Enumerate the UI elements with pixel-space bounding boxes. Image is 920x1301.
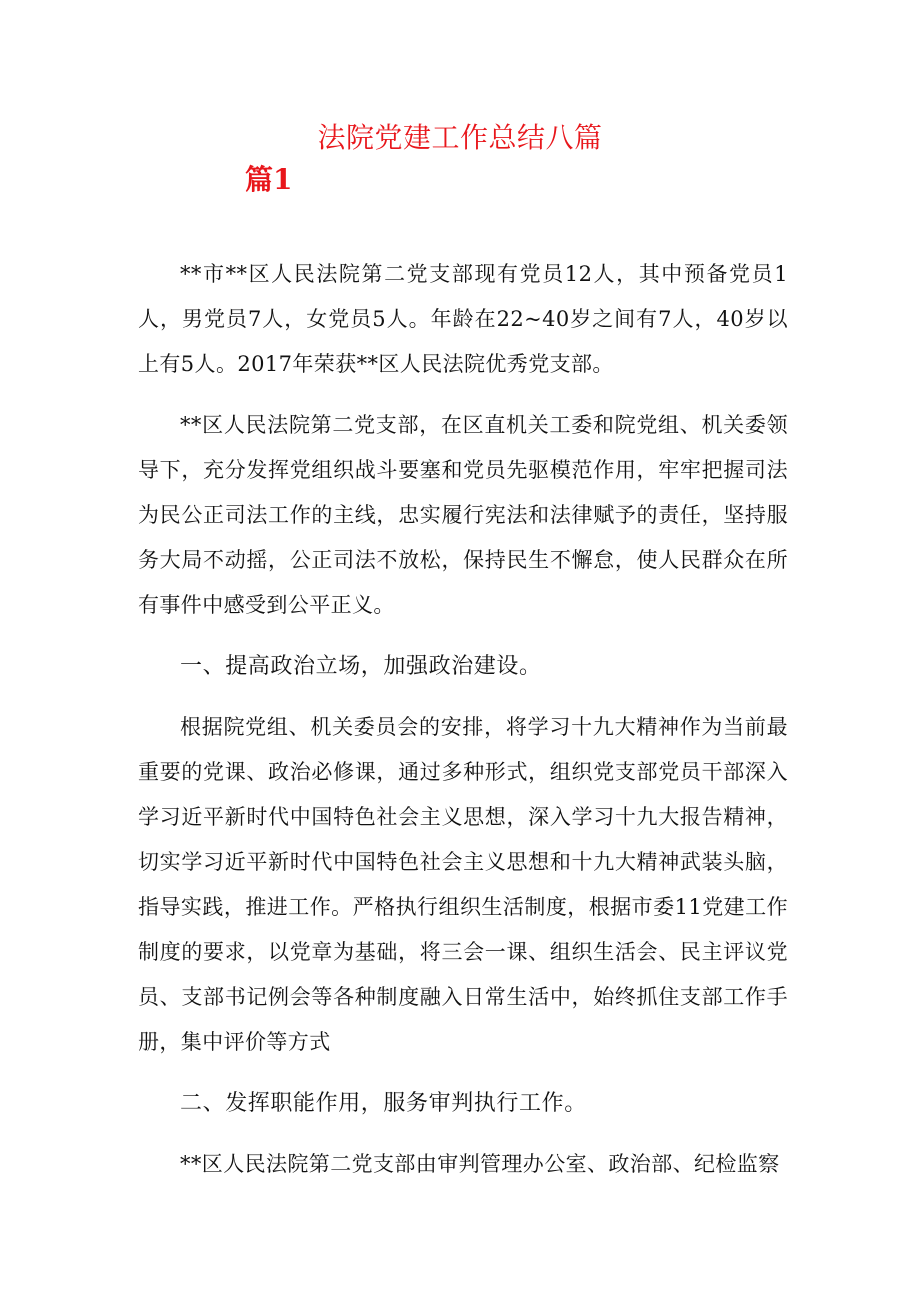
- paragraph: **区人民法院第二党支部由审判管理办公室、政治部、纪检监察: [180, 1152, 780, 1176]
- paragraph: 根据院党组、机关委员会的安排，将学习十九大精神作为当前最重要的党课、政治必修课，通过多种形式，组织党支部党员干部深入学习近平新时代中国特色社会主义思想，深入学习十九大报告精神，切实学习近平新时代中国特色社会主义思想和十九大精神武装头脑，指导实践，推进工作。严格执行组织生活制度，根据市委11党建工作制度的要求，以党章为基础，将三会一课、组织生活会、民主评议党员、支部书记例会等各种制度融入日常生活中，始终抓住支部工作手册，集中评价等方式: [138, 715, 788, 1054]
- section-heading: 二、发挥职能作用，服务审判执行工作。: [180, 1091, 587, 1116]
- paragraph: **区人民法院第二党支部，在区直机关工委和院党组、机关委领导下，充分发挥党组织战斗要塞和党员先驱模范作用，牢牢把握司法为民公正司法工作的主线，忠实履行宪法和法律赋予的责任，坚持服务大局不动摇，公正司法不放松，保持民生不懈怠，使人民群众在所有事件中感受到公平正义。: [138, 413, 788, 617]
- document-title: 法院党建工作总结八篇: [317, 121, 603, 154]
- chapter-heading: 篇1: [245, 163, 293, 196]
- section-heading: 一、提高政治立场，加强政治建设。: [180, 654, 542, 679]
- paragraph: **市**区人民法院第二党支部现有党员12人，其中预备党员1人，男党员7人，女党员5人。年龄在22~40岁之间有7人，40岁以上有5人。2017年荣获**区人民法院优秀党支部。: [138, 262, 788, 376]
- document-body: [138, 252, 788, 1187]
